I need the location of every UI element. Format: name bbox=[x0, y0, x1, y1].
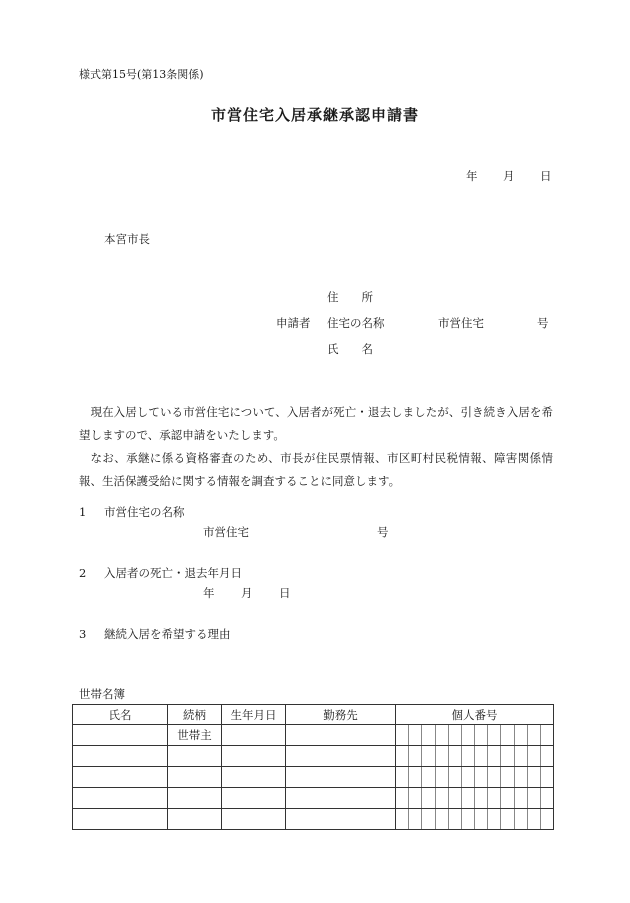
birthdate-cell[interactable] bbox=[222, 788, 286, 809]
form-number: 様式第15号(第13条関係) bbox=[79, 68, 204, 81]
table-row bbox=[73, 788, 554, 809]
body-text bbox=[79, 401, 553, 493]
body-paragraph-2: なお、承継に係る資格審査のため、市長が住民票情報、市区町村民税情報、障害関係情報、生活保護受給に関する情報を調査することに同意します。 bbox=[79, 451, 553, 488]
housing-name-label: 住宅の名称 bbox=[327, 316, 385, 330]
recipient: 本宮市長 bbox=[104, 232, 150, 246]
housing-prefix: 市営住宅 bbox=[438, 316, 484, 330]
mynumber-digit-box[interactable] bbox=[487, 746, 500, 766]
header-birthdate: 生年月日 bbox=[222, 705, 286, 725]
mynumber-digit-boxes bbox=[396, 767, 553, 787]
section-2-year: 年 bbox=[203, 586, 215, 600]
household-roster-table bbox=[72, 704, 554, 830]
mynumber-digit-box[interactable] bbox=[396, 788, 408, 808]
mynumber-digit-box[interactable] bbox=[421, 746, 434, 766]
section-1-suffix: 号 bbox=[377, 525, 389, 539]
relation-cell[interactable]: 世帯主 bbox=[168, 725, 222, 746]
mynumber-digit-box[interactable] bbox=[540, 809, 553, 829]
mynumber-digit-box[interactable] bbox=[500, 746, 513, 766]
mynumber-digit-box[interactable] bbox=[461, 725, 474, 745]
section-2-month: 月 bbox=[241, 586, 253, 600]
mynumber-digit-box[interactable] bbox=[421, 725, 434, 745]
workplace-cell[interactable] bbox=[286, 746, 396, 767]
mynumber-digit-box[interactable] bbox=[527, 746, 540, 766]
section-3-number: 3 bbox=[79, 627, 87, 641]
mynumber-digit-box[interactable] bbox=[448, 746, 461, 766]
mynumber-digit-box[interactable] bbox=[540, 725, 553, 745]
roster-caption: 世帯名簿 bbox=[79, 687, 125, 701]
mynumber-digit-box[interactable] bbox=[396, 767, 408, 787]
address-label: 住 所 bbox=[327, 290, 373, 304]
section-2-day: 日 bbox=[279, 586, 291, 600]
header-mynumber: 個人番号 bbox=[396, 705, 554, 725]
mynumber-digit-box[interactable] bbox=[514, 767, 527, 787]
mynumber-digit-box[interactable] bbox=[448, 767, 461, 787]
mynumber-digit-box[interactable] bbox=[474, 746, 487, 766]
mynumber-digit-box[interactable] bbox=[396, 725, 408, 745]
mynumber-digit-box[interactable] bbox=[514, 725, 527, 745]
name-cell[interactable] bbox=[73, 788, 168, 809]
mynumber-digit-box[interactable] bbox=[540, 767, 553, 787]
mynumber-digit-box[interactable] bbox=[474, 788, 487, 808]
table-row bbox=[73, 746, 554, 767]
mynumber-digit-box[interactable] bbox=[487, 767, 500, 787]
mynumber-digit-box[interactable] bbox=[408, 809, 421, 829]
mynumber-digit-box[interactable] bbox=[500, 767, 513, 787]
mynumber-digit-box[interactable] bbox=[396, 809, 408, 829]
birthdate-cell[interactable] bbox=[222, 725, 286, 746]
workplace-cell[interactable] bbox=[286, 788, 396, 809]
mynumber-digit-box[interactable] bbox=[527, 788, 540, 808]
document-title: 市営住宅入居承継承認申請書 bbox=[210, 106, 419, 124]
mynumber-digit-box[interactable] bbox=[500, 788, 513, 808]
mynumber-digit-box[interactable] bbox=[408, 767, 421, 787]
workplace-cell[interactable] bbox=[286, 809, 396, 830]
section-3-heading bbox=[79, 626, 231, 642]
mynumber-digit-box[interactable] bbox=[500, 809, 513, 829]
mynumber-digit-boxes bbox=[396, 725, 553, 745]
section-3-title: 継続入居を希望する理由 bbox=[104, 627, 231, 641]
relation-cell[interactable] bbox=[168, 788, 222, 809]
workplace-cell[interactable] bbox=[286, 725, 396, 746]
mynumber-digit-box[interactable] bbox=[474, 809, 487, 829]
mynumber-digit-box[interactable] bbox=[396, 746, 408, 766]
section-1-heading bbox=[79, 504, 185, 520]
birthdate-cell[interactable] bbox=[222, 767, 286, 788]
name-cell[interactable] bbox=[73, 746, 168, 767]
mynumber-digit-box[interactable] bbox=[474, 767, 487, 787]
mynumber-digit-box[interactable] bbox=[448, 788, 461, 808]
mynumber-digit-box[interactable] bbox=[421, 809, 434, 829]
table-row bbox=[73, 725, 554, 746]
applicant-label: 申請者 bbox=[276, 316, 311, 330]
mynumber-digit-box[interactable] bbox=[435, 746, 448, 766]
name-cell[interactable] bbox=[73, 809, 168, 830]
mynumber-digit-box[interactable] bbox=[408, 725, 421, 745]
relation-cell[interactable] bbox=[168, 767, 222, 788]
header-relation: 続柄 bbox=[168, 705, 222, 725]
mynumber-digit-box[interactable] bbox=[435, 788, 448, 808]
birthdate-cell[interactable] bbox=[222, 746, 286, 767]
mynumber-digit-box[interactable] bbox=[461, 788, 474, 808]
table-header-row bbox=[73, 705, 554, 725]
mynumber-digit-box[interactable] bbox=[487, 788, 500, 808]
header-workplace: 勤務先 bbox=[286, 705, 396, 725]
mynumber-digit-box[interactable] bbox=[540, 788, 553, 808]
mynumber-digit-box[interactable] bbox=[527, 725, 540, 745]
mynumber-digit-box[interactable] bbox=[435, 809, 448, 829]
mynumber-digit-box[interactable] bbox=[448, 809, 461, 829]
mynumber-digit-box[interactable] bbox=[421, 788, 434, 808]
name-cell[interactable] bbox=[73, 767, 168, 788]
mynumber-cell[interactable] bbox=[396, 767, 554, 788]
mynumber-digit-box[interactable] bbox=[408, 746, 421, 766]
relation-cell[interactable] bbox=[168, 746, 222, 767]
section-1-prefix: 市営住宅 bbox=[203, 525, 249, 539]
mynumber-digit-box[interactable] bbox=[461, 809, 474, 829]
header-name: 氏名 bbox=[73, 705, 168, 725]
table-row bbox=[73, 809, 554, 830]
mynumber-cell[interactable] bbox=[396, 788, 554, 809]
mynumber-digit-box[interactable] bbox=[461, 767, 474, 787]
mynumber-digit-box[interactable] bbox=[540, 746, 553, 766]
mynumber-digit-box[interactable] bbox=[435, 767, 448, 787]
date-day: 日 bbox=[540, 169, 552, 183]
date-month: 月 bbox=[503, 169, 515, 183]
mynumber-digit-boxes bbox=[396, 788, 553, 808]
mynumber-cell[interactable] bbox=[396, 809, 554, 830]
section-2-number: 2 bbox=[79, 566, 87, 580]
mynumber-digit-box[interactable] bbox=[435, 725, 448, 745]
name-label: 氏 名 bbox=[327, 342, 373, 356]
mynumber-digit-box[interactable] bbox=[527, 809, 540, 829]
body-paragraph-1: 現在入居している市営住宅について、入居者が死亡・退去しましたが、引き続き入居を希望しますので、承認申請をいたします。 bbox=[79, 405, 553, 442]
mynumber-cell[interactable] bbox=[396, 725, 554, 746]
mynumber-digit-box[interactable] bbox=[514, 788, 527, 808]
mynumber-digit-box[interactable] bbox=[487, 725, 500, 745]
mynumber-digit-box[interactable] bbox=[408, 788, 421, 808]
relation-cell[interactable] bbox=[168, 809, 222, 830]
workplace-cell[interactable] bbox=[286, 767, 396, 788]
name-cell[interactable] bbox=[73, 725, 168, 746]
section-1-number: 1 bbox=[79, 505, 87, 519]
mynumber-digit-boxes bbox=[396, 746, 553, 766]
mynumber-digit-box[interactable] bbox=[514, 809, 527, 829]
mynumber-digit-box[interactable] bbox=[448, 725, 461, 745]
mynumber-digit-box[interactable] bbox=[500, 725, 513, 745]
mynumber-digit-boxes bbox=[396, 809, 553, 829]
date-year: 年 bbox=[466, 169, 478, 183]
mynumber-digit-box[interactable] bbox=[487, 809, 500, 829]
mynumber-digit-box[interactable] bbox=[461, 746, 474, 766]
section-1-title: 市営住宅の名称 bbox=[104, 505, 185, 519]
section-2-heading bbox=[79, 565, 242, 581]
table-row bbox=[73, 767, 554, 788]
housing-suffix: 号 bbox=[537, 316, 549, 330]
mynumber-digit-box[interactable] bbox=[474, 725, 487, 745]
section-2-title: 入居者の死亡・退去年月日 bbox=[104, 566, 242, 580]
mynumber-digit-box[interactable] bbox=[514, 746, 527, 766]
birthdate-cell[interactable] bbox=[222, 809, 286, 830]
mynumber-cell[interactable] bbox=[396, 746, 554, 767]
mynumber-digit-box[interactable] bbox=[527, 767, 540, 787]
mynumber-digit-box[interactable] bbox=[421, 767, 434, 787]
